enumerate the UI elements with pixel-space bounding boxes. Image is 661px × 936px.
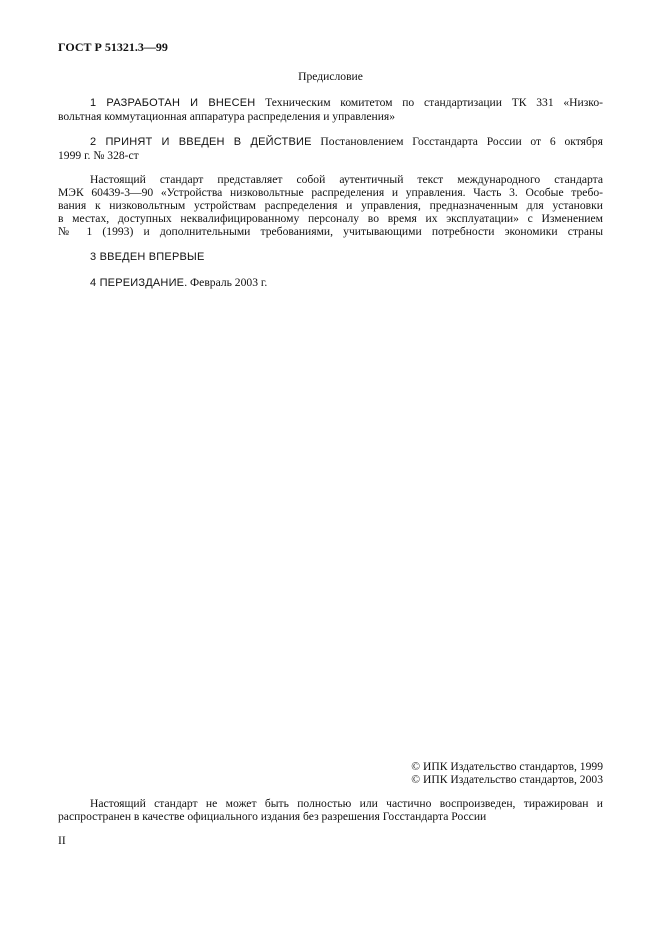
paragraph-authentic-text: Настоящий стандарт представляет собой аутентичный текст международного стандарта МЭК 60439-3—90 «Устройства низковольтные распределения и управления. Часть 3. Особые требо- вания к низковольтным устройствам распределения и управления, предназначенным для установки в местах, доступных неквалифицированному персоналу во время их эксплуатации» с Изменением № 1 (1993) и дополнительными требованиями, учитывающими потребности экономики страны xyxy=(58,173,603,238)
reproduction-notice: Настоящий стандарт не может быть полностью или частично воспроизведен, тиражирован и распространен в качестве официального издания без разрешения Госстандарта России xyxy=(58,797,603,823)
paragraph-developed: 1 РАЗРАБОТАН И ВНЕСЕН Техническим комитетом по стандартизации ТК 331 «Низко- вольтная коммутационная аппаратура распределения и управления» xyxy=(58,96,604,123)
copyright-block: © ИПК Издательство стандартов, 1999 © ИПК Издательство стандартов, 2003 xyxy=(411,760,603,786)
paragraph-adopted: 2 ПРИНЯТ И ВВЕДЕН В ДЕЙСТВИЕ Постановлением Госстандарта России от 6 октября 1999 г. № 328-ст xyxy=(58,135,603,162)
section-title: Предисловие xyxy=(298,70,363,83)
caps-heading: 1 РАЗРАБОТАН И ВНЕСЕН xyxy=(90,97,256,109)
page-number: II xyxy=(58,834,66,847)
paragraph-first-introduced: 3 ВВЕДЕН ВПЕРВЫЕ xyxy=(90,251,205,263)
document-header: ГОСТ Р 51321.3—99 xyxy=(58,40,168,54)
caps-heading: 2 ПРИНЯТ И ВВЕДЕН В ДЕЙСТВИЕ xyxy=(90,136,312,148)
paragraph-reissue: 4 ПЕРЕИЗДАНИЕ. Февраль 2003 г. xyxy=(90,276,268,289)
